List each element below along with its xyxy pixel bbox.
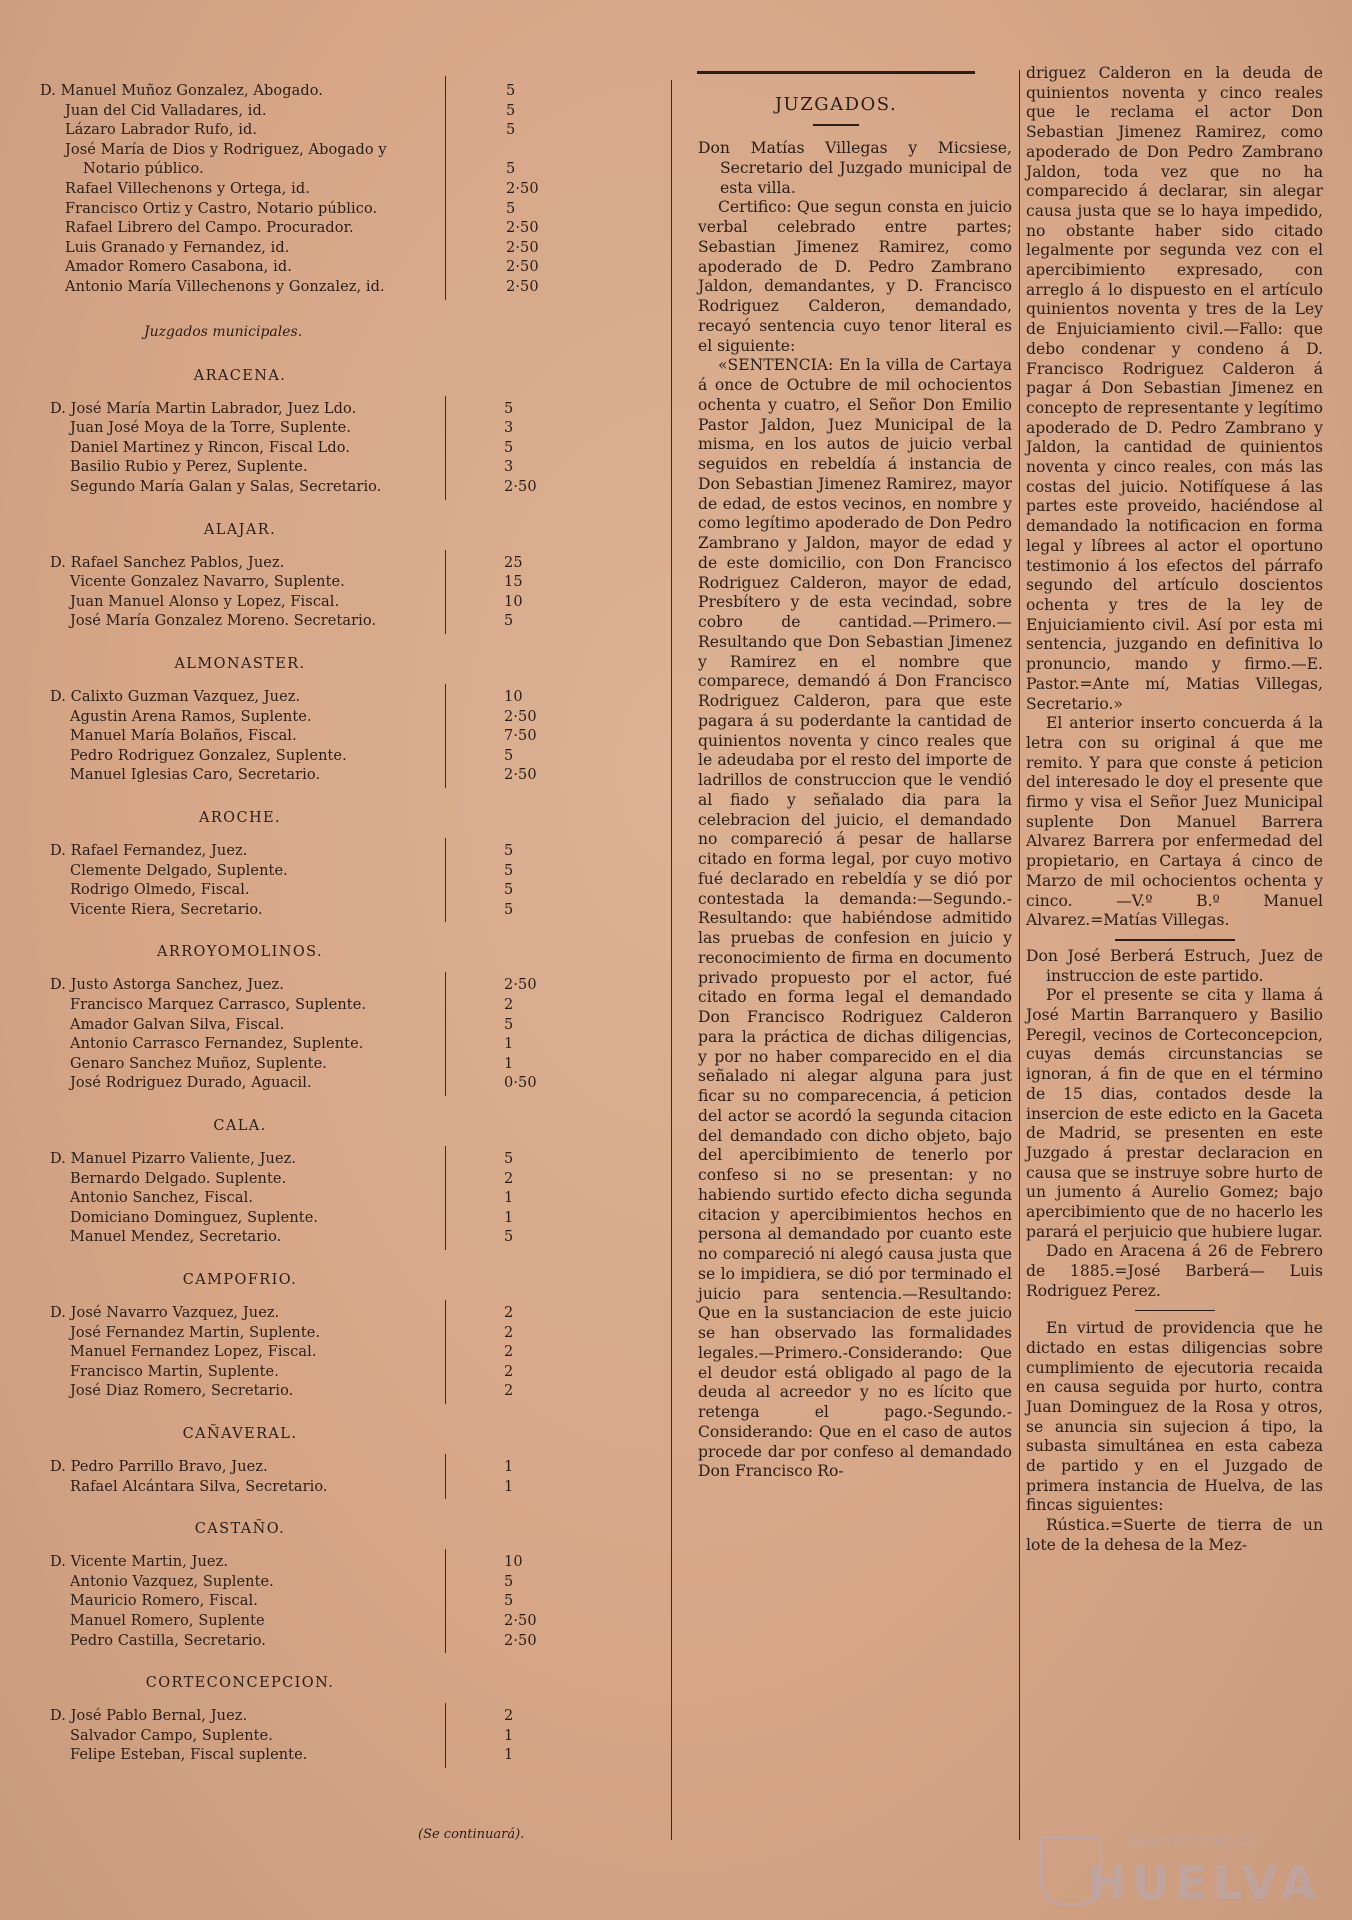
person-name: D. Pedro Parrillo Bravo, Juez. [50, 1459, 268, 1475]
amount-value: 5 [504, 901, 514, 918]
amount-value: 10 [504, 593, 523, 610]
subheading-juzgados: Juzgados municipales. [144, 323, 303, 340]
amount-value: 5 [506, 200, 516, 217]
person-name: D. Manuel Pizarro Valiente, Juez. [50, 1151, 297, 1167]
list-row [40, 747, 640, 765]
list-row [40, 1150, 640, 1168]
person-name: Juan José Moya de la Torre, Suplente. [70, 420, 352, 437]
person-name: José Rodriguez Durado, Aguacil. [70, 1075, 312, 1092]
town-heading: ARROYOMOLINOS. [157, 944, 323, 961]
amount-value: 2 [504, 1305, 514, 1321]
list-row [40, 708, 640, 726]
list-row [40, 1727, 640, 1745]
list-row [40, 141, 640, 159]
amount-value: 2 [504, 1708, 514, 1725]
amount-value: 2·50 [504, 708, 537, 725]
person-name: Segundo María Galan y Salas, Secretario. [70, 479, 382, 495]
person-name: Agustin Arena Ramos, Suplente. [70, 708, 312, 725]
section-heading: JUZGADOS. [774, 94, 898, 115]
amount-value: 2·50 [504, 767, 537, 784]
person-name: Rafael Villechenons y Ortega, id. [65, 181, 310, 197]
continued-note: (Se continuará). [418, 1827, 525, 1842]
list-row [40, 554, 640, 572]
concuerda-paragraph: El anterior inserto concuerda á la letra con su original á que me remito. Y para que conste á peticion del interesado le doy el presente que firmo y visa el Señor Juez Municipal suplente Don Manuel Barrera Alvarez Barrera por enfermedad del propietario, en Cartaya á cinco de Marzo de mil ochocientos ochenta y cinco. —V.º B.º Manuel Alvarez.=Matías Villegas. [1026, 714, 1323, 930]
list-row [40, 1209, 640, 1227]
amount-value: 2·50 [506, 239, 539, 256]
amount-value: 3 [504, 420, 514, 437]
sentencia-paragraph: «SENTENCIA: En la villa de Cartaya á once de Octubre de mil ochocientos ochenta y cuatro, el Señor Don Emilio Pastor Jaldon, Juez Municipal de la misma, en los autos de juicio verbal seguidos en rebeldía á instancia de Don Sebastian Jimenez Ramirez, mayor de edad, de estos vecinos, en nombre y como legítimo apoderado de Don Pedro Zambrano y Jaldon, mayor de edad y de este domicilio, con Don Francisco Rodriguez Calderon, mayor de edad, Presbítero y de esta vecindad, sobre cobro de cantidad.—Primero.—Resultando que Don Sebastian Jimenez y Ramirez en el nombre que comparece, demandó á Don Francisco Rodriguez Calderon, para que este pagara á su poderdante la cantidad de quinientos noventa y cinco reales que le adeudaba por el resto del importe de ladrillos de construccion que le vendió al fiado y señalado dia para la celebracion del juicio, el demandado no compareció á pesar de hallarse citado en forma legal, por cuyo motivo fué declarado en rebeldía y se dió por contestada la demanda:—Segundo.-Resultando: que habiéndose admitido las pruebas de confesion en juicio y reconocimiento de firma en documento privado propuesto por el actor, fué citado en forma legal el demandado Don Francisco Rodriguez Calderon para la práctica de dichas diligencias, y por no haber comparecido en el dia señalado ni alegar alguna para just ficar su no comparecencia, á peticion del actor se acordó la segunda citacion del demandado con dicho objeto, bajo del apercibimiento de tenerlo por confeso si no se presentan: y no habiendo surtido efecto dicha segunda citacion y apercibimientos hechos en persona al demandado por cuanto este no compareció ni alegó causa justa que se lo impidiera, se dió por terminado el juicio para sentencia.—Resultando: Que en la sustanciacion de este juicio se han observado las formalidades legales.—Primero.-Considerando: Que el deudor está obligado al pago de la deuda al acreedor y no es lícito que retenga el pago.-Segundo.-Considerando: Que en el caso de autos procede dar por confeso al demandado Don Francisco Ro- [698, 356, 1012, 1481]
list-row [40, 573, 640, 591]
separator-rule-2 [1135, 1310, 1215, 1312]
list-row [40, 1074, 640, 1092]
amount-value: 15 [504, 574, 523, 591]
secretary-intro: Don Matías Villegas y Micsiese, Secretario del Juzgado municipal de esta villa. [698, 139, 1012, 197]
person-name: Amador Galvan Silva, Fiscal. [70, 1016, 285, 1033]
list-row [40, 842, 640, 860]
person-name: José Diaz Romero, Secretario. [70, 1383, 294, 1400]
amount-value: 3 [504, 459, 514, 476]
amount-value: 25 [504, 554, 523, 571]
person-name: Genaro Sanchez Muñoz, Suplente. [70, 1055, 327, 1072]
list-row [40, 200, 640, 218]
person-name: Clemente Delgado, Suplente. [70, 862, 288, 879]
person-name: D. Manuel Muñoz Gonzalez, Abogado. [40, 83, 324, 99]
person-name: D. Justo Astorga Sanchez, Juez. [50, 977, 284, 994]
person-name: José María de Dios y Rodriguez, Abogado y [65, 141, 387, 158]
amount-value: 5 [504, 439, 514, 456]
person-name: Rodrigo Olmedo, Fiscal. [70, 882, 250, 899]
amount-value: 2·50 [504, 977, 537, 994]
amount-value: 1 [504, 1036, 514, 1053]
person-name: Antonio Carrasco Fernandez, Suplente. [70, 1036, 364, 1053]
person-name: D. Rafael Fernandez, Juez. [50, 843, 248, 859]
town-heading: CASTAÑO. [194, 1521, 286, 1538]
list-row [40, 1170, 640, 1188]
person-name: D. José María Martin Labrador, Juez Ldo. [50, 400, 357, 417]
list-row [40, 1382, 640, 1400]
person-name: Rafael Librero del Campo. Procurador. [65, 220, 354, 237]
providencia-paragraph: En virtud de providencia que he dictado en estas diligencias sobre cumplimiento de ejecutoria recaida en causa seguida por hurto, contra Juan Dominguez de la Rosa y otros, se anuncia sin sujecion á tipo, la subasta simultánea en esta cabeza de partido y en el Juzgado de primera instancia de Huelva, de las fincas siguientes: [1026, 1319, 1323, 1515]
list-row [40, 881, 640, 899]
watermark-small: Ayuntamiento de [1128, 1832, 1257, 1850]
list-row [40, 478, 640, 496]
list-row [40, 1343, 640, 1361]
amount-value: 5 [504, 1229, 514, 1246]
list-row [40, 1612, 640, 1630]
list-row [40, 160, 640, 178]
town-heading: ALAJAR. [203, 521, 277, 538]
amount-value: 1 [504, 1747, 514, 1764]
person-name: Luis Granado y Fernandez, id. [65, 239, 290, 256]
amount-value: 2·50 [504, 1613, 537, 1629]
amount-value: 2·50 [506, 279, 539, 295]
amount-value: 1 [504, 1209, 514, 1226]
person-name: Juan Manuel Alonso y Lopez, Fiscal. [70, 593, 340, 610]
town-heading: AROCHE. [198, 810, 281, 826]
amount-value: 5 [504, 862, 514, 879]
watermark-huelva: HUELVA [1087, 1856, 1322, 1910]
amount-value: 5 [504, 747, 514, 764]
person-name: Manuel Mendez, Secretario. [70, 1229, 282, 1246]
person-name: D. José Pablo Bernal, Juez. [50, 1708, 248, 1725]
list-row [40, 102, 640, 120]
edicto-header: Don José Berberá Estruch, Juez de instruccion de este partido. [1026, 946, 1323, 985]
list-row [40, 1304, 640, 1322]
person-name: D. José Navarro Vazquez, Juez. [50, 1305, 280, 1321]
person-name: Notario público. [83, 161, 204, 178]
list-row [40, 1189, 640, 1207]
list-row [40, 688, 640, 706]
edicto-body: Por el presente se cita y llama á José Martin Barranquero y Basilio Peregil, vecinos de Corteconcepcion, cuyas demás circunstancias se ignoran, á fin de que en el término de 15 dias, contados desde la insercion de este edicto en la Gaceta de Madrid, se presenten en este Juzgado á prestar declaracion en causa que se instruye sobre hurto de un jumento á Aurelio Gomez; bajo apercibimiento que de no hacerlo les parará el perjuicio que hubiere lugar. [1026, 986, 1323, 1241]
amount-value: 2·50 [506, 259, 539, 276]
person-name: Antonio Sanchez, Fiscal. [70, 1190, 254, 1207]
amount-value: 5 [506, 83, 516, 99]
certifico-paragraph: Certifico: Que segun consta en juicio verbal celebrado entre partes; Sebastian Jimenez Ramirez, como apoderado de D. Pedro Zambrano Jaldon, demandantes, y D. Francisco Rodriguez Calderon, demandado, recayó sentencia cuyo tenor literal es el siguiente: [698, 198, 1012, 355]
amount-value: 1 [504, 1055, 514, 1072]
list-row [40, 1035, 640, 1053]
person-name: Juan del Cid Valladares, id. [65, 102, 267, 119]
person-name: Vicente Riera, Secretario. [70, 901, 263, 918]
list-row [40, 278, 640, 296]
list-row [40, 976, 640, 994]
town-heading: CORTECONCEPCION. [145, 1675, 335, 1692]
right-column-text [1026, 64, 1323, 1556]
list-row [40, 1632, 640, 1650]
person-name: Rafael Alcántara Silva, Secretario. [70, 1478, 328, 1495]
list-row [40, 1553, 640, 1571]
amount-value: 2 [504, 1344, 514, 1361]
person-name: Manuel María Bolaños, Fiscal. [70, 728, 297, 745]
list-row [40, 1324, 640, 1342]
town-heading: ALMONASTER. [174, 656, 306, 672]
list-row [40, 1573, 640, 1591]
list-row [40, 1458, 640, 1476]
list-row [40, 1707, 640, 1725]
person-name: Vicente Gonzalez Navarro, Suplente. [70, 574, 345, 591]
person-name: Manuel Iglesias Caro, Secretario. [70, 767, 321, 784]
person-name: Felipe Esteban, Fiscal suplente. [70, 1747, 308, 1764]
list-row [40, 593, 640, 611]
list-row [40, 1746, 640, 1764]
person-name: D. Vicente Martin, Juez. [50, 1554, 229, 1571]
town-heading: CALA. [213, 1118, 267, 1134]
amount-value: 1 [504, 1459, 514, 1475]
list-row [40, 1478, 640, 1496]
amount-value: 5 [506, 122, 516, 139]
list-row [40, 996, 640, 1014]
list-row [40, 1363, 640, 1381]
person-name: José Fernandez Martin, Suplente. [70, 1324, 321, 1341]
person-name: Salvador Campo, Suplente. [70, 1727, 273, 1744]
list-row [40, 400, 640, 418]
amount-value: 2·50 [506, 220, 539, 237]
top-rule-middle [697, 71, 975, 74]
amount-value: 5 [504, 1593, 514, 1610]
list-row [40, 439, 640, 457]
list-row [40, 766, 640, 784]
middle-column-text [698, 139, 1012, 1482]
amount-value: 1 [504, 1190, 514, 1207]
person-name: Pedro Castilla, Secretario. [70, 1632, 266, 1649]
amount-value: 5 [506, 161, 516, 178]
person-name: Mauricio Romero, Fiscal. [70, 1593, 258, 1610]
divider-left-middle [671, 80, 672, 1840]
person-name: Francisco Martin, Suplente. [70, 1363, 279, 1380]
person-name: José María Gonzalez Moreno. Secretario. [70, 613, 377, 630]
town-heading: CAMPOFRIO. [182, 1272, 298, 1288]
amount-value: 10 [504, 689, 523, 705]
amount-value: 2 [504, 997, 514, 1013]
town-heading: CAÑAVERAL. [182, 1426, 298, 1442]
separator-rule [1115, 939, 1235, 941]
person-name: D. Rafael Sanchez Pablos, Juez. [50, 554, 285, 571]
list-row [40, 239, 640, 257]
person-name: Manuel Fernandez Lopez, Fiscal. [70, 1344, 317, 1361]
amount-value: 1 [504, 1478, 514, 1495]
person-name: Francisco Marquez Carrasco, Suplente. [70, 997, 367, 1013]
list-row [40, 219, 640, 237]
town-heading: ARACENA. [193, 367, 287, 384]
amount-value: 2 [504, 1383, 514, 1400]
amount-value: 10 [504, 1554, 523, 1571]
person-name: Domiciano Dominguez, Suplente. [70, 1209, 319, 1226]
amount-value: 2·50 [504, 1632, 537, 1649]
amount-value: 5 [506, 102, 516, 119]
person-name: Lázaro Labrador Rufo, id. [65, 122, 258, 139]
heading-underline [813, 124, 859, 126]
divider-middle-right [1019, 70, 1020, 1840]
list-row [40, 82, 640, 100]
person-name: Bernardo Delgado. Suplente. [70, 1170, 287, 1187]
amount-value: 5 [504, 843, 514, 859]
person-name: Antonio María Villechenons y Gonzalez, id. [65, 279, 385, 295]
list-row [40, 1016, 640, 1034]
list-row [40, 612, 640, 630]
amount-value: 0·50 [504, 1075, 537, 1092]
rustica-paragraph: Rústica.=Suerte de tierra de un lote de la dehesa de la Mez- [1026, 1516, 1323, 1554]
list-row [40, 1592, 640, 1610]
list-row [40, 1228, 640, 1246]
amount-value: 2 [504, 1363, 514, 1380]
sentencia-continuation: driguez Calderon en la deuda de quinientos noventa y cinco reales que le reclama el actor Don Sebastian Jimenez Ramirez, como apoderado de Don Pedro Zambrano Jaldon, toda vez que no ha comparecido á declarar, sin alegar causa justa que se lo haya impedido, no obstante haber sido citado legalmente por segunda vez con el apercibimiento expresado, con arreglo á lo dispuesto en el artículo quinientos noventa y tres de la Ley de Enjuiciamiento civil.—Fallo: que debo condenar y condeno á D. Francisco Rodriguez Calderon á pagar á Don Sebastian Jimenez en concepto de representante y legítimo apoderado de D. Pedro Zambrano y Jaldon, la cantidad de quinientos noventa y cinco reales, con más las costas del juicio. Notifíquese á las partes este proveido, haciéndose al demandado la notificacion en forma legal y líbrees al actor el oportuno testimonio á los efectos del párrafo segundo del artículo doscientos ochenta y tres de la ley de Enjuiciamiento civil. Así por esta mi sentencia, juzgando en definitiva lo pronuncio, mando y firmo.—E. Pastor.=Ante mí, Matias Villegas, Secretario.» [1026, 64, 1323, 713]
list-row [40, 727, 640, 745]
list-row [40, 180, 640, 198]
person-name: Francisco Ortiz y Castro, Notario público. [65, 200, 378, 217]
list-row [40, 121, 640, 139]
amount-value: 2·50 [504, 479, 537, 495]
list-row [40, 258, 640, 276]
amount-value: 5 [504, 1573, 514, 1590]
person-name: Daniel Martinez y Rincon, Fiscal Ldo. [70, 439, 351, 456]
person-name: Manuel Romero, Suplente [70, 1613, 265, 1629]
amount-value: 2·50 [506, 181, 539, 197]
amount-value: 2 [504, 1170, 514, 1187]
dado-paragraph: Dado en Aracena á 26 de Febrero de 1885.=José Barberá— Luis Rodriguez Perez. [1026, 1242, 1323, 1300]
list-row [40, 901, 640, 919]
person-name: D. Calixto Guzman Vazquez, Juez. [50, 689, 301, 705]
amount-value: 5 [504, 400, 514, 417]
amount-value: 7·50 [504, 728, 537, 745]
list-row [40, 1055, 640, 1073]
list-row [40, 419, 640, 437]
amount-value: 5 [504, 613, 514, 630]
list-row [40, 458, 640, 476]
amount-value: 5 [504, 882, 514, 899]
person-name: Pedro Rodriguez Gonzalez, Suplente. [70, 747, 347, 764]
list-row [40, 862, 640, 880]
person-name: Amador Romero Casabona, id. [65, 259, 292, 276]
amount-value: 5 [504, 1016, 514, 1033]
amount-value: 2 [504, 1324, 514, 1341]
person-name: Basilio Rubio y Perez, Suplente. [70, 459, 308, 476]
amount-value: 5 [504, 1151, 514, 1167]
person-name: Antonio Vazquez, Suplente. [70, 1573, 274, 1590]
amount-value: 1 [504, 1727, 514, 1744]
